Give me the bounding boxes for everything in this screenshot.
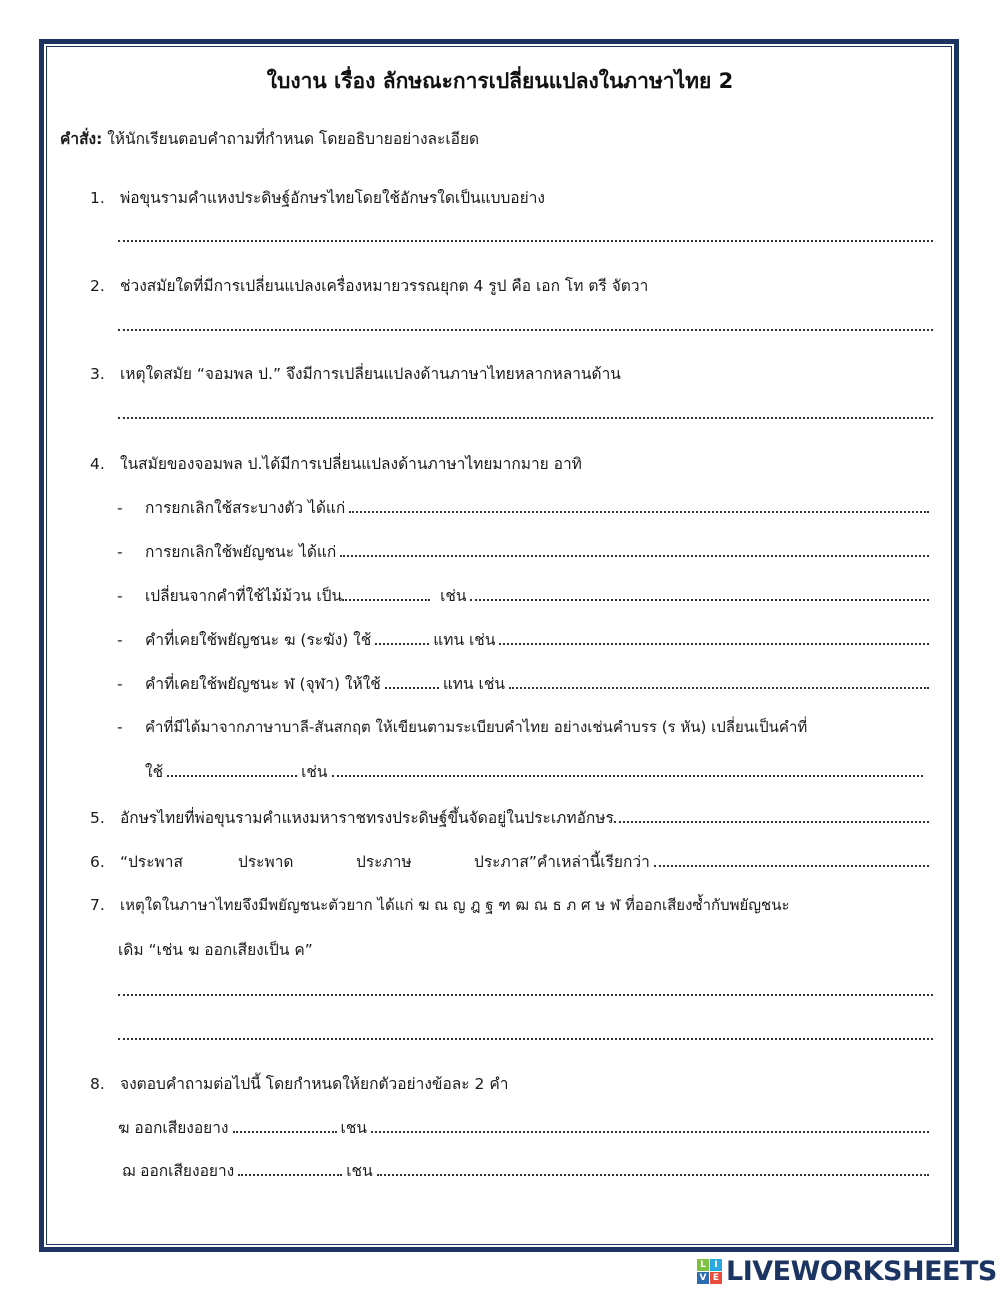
sub-text: ฌ ออกเสียงอยาง [122,1162,235,1180]
answer-4-5a-input[interactable] [385,673,439,689]
question-4-sub-4 [117,627,933,652]
question-number: 6. [90,853,105,871]
answer-4-3a-input[interactable] [342,585,430,601]
sub-text: คำที่เคยใช้พยัญชนะ ฬ (จุฬา) ให้ใช้ [145,675,381,693]
answer-2-input[interactable] [118,327,933,331]
question-3 [90,361,621,386]
question-number: 8. [90,1075,105,1093]
instruction [60,126,479,151]
question-6 [90,849,933,874]
sub-text: ใช้ [145,763,164,781]
answer-4-5b-input[interactable] [509,673,929,689]
answer-8-1a-input[interactable] [233,1117,337,1133]
answer-4-4a-input[interactable] [375,629,429,645]
bullet-dash: - [117,499,123,517]
answer-4-4b-input[interactable] [499,629,929,645]
logo-text: LIVEWORKSHEETS [726,1255,997,1287]
sub-text: เปลี่ยนจากคำที่ใช้ไม้ม้วน เป็น [145,587,343,605]
question-text: เหตุใดสมัย “จอมพล ป.” จึงมีการเปลี่ยนแปลงด้านภาษาไทยหลากหลานด้าน [120,365,621,383]
answer-3-input[interactable] [118,415,933,419]
bullet-dash: - [117,631,123,649]
answer-4-6a-input[interactable] [167,761,297,777]
answer-7b-input[interactable] [118,1036,933,1040]
instruction-label: คำสั่ง: [60,130,103,148]
word-2: ประพาด [238,853,294,871]
sub-text: เช่น [301,763,328,781]
answer-8-1b-input[interactable] [371,1117,929,1133]
question-text: เหตุใดในภาษาไทยจึงมีพยัญชนะตัวยาก ได้แก่ ฆ ณ ญ ฎ ฐ ฑ ฒ ณ ธ ภ ศ ษ ฬ ที่ออกเสียงซ้ำกับพยัญชนะ [120,896,790,914]
question-2 [90,273,648,298]
question-5 [90,805,933,830]
answer-4-1-input[interactable] [349,497,929,513]
instruction-text: ให้นักเรียนตอบคำถามที่กำหนด โดยอธิบายอย่างละเอียด [102,130,480,148]
question-number: 5. [90,809,105,827]
answer-8-2b-input[interactable] [377,1160,929,1176]
question-text: ช่วงสมัยใดที่มีการเปลี่ยนแปลงเครื่องหมายวรรณยุกต 4 รูป คือ เอก โท ตรี จัตวา [120,277,649,295]
sub-text: เชน [346,1162,373,1180]
sub-text: แทน เช่น [442,675,505,693]
question-number: 4. [90,455,105,473]
question-text: จงตอบคำถามต่อไปนี้ โดยกำหนดให้ยกตัวอย่างข้อละ 2 คำ [120,1075,509,1093]
sub-text: คำที่เคยใช้พยัญชนะ ฆ (ระฆัง) ใช้ [145,631,372,649]
question-text: อักษรไทยที่พ่อขุนรามคำแหงมหาราชทรงประดิษฐ์ขึ้นจัดอยู่ในประเภทอักษร [120,809,614,827]
live-letter: V [697,1272,709,1284]
sub-text: คำที่มีได้มาจากภาษาบาลี-สันสกฤต ให้เขียนตามระเบียบคำไทย อย่างเช่นคำบรร (ร หัน) เปลี่ยนเป็นคำที่ [145,718,808,736]
question-4-sub-6-cont [145,759,927,784]
question-text: เดิม “เช่น ฆ ออกเสียงเป็น ค” [118,941,313,959]
word-4: ประภาส” [474,853,537,871]
word-3: ประภาษ [356,853,412,871]
sub-text: ฆ ออกเสียงอยาง [118,1119,229,1137]
sub-text: การยกเลิกใช้สระบางตัว ได้แก่ [145,499,346,517]
question-number: 3. [90,365,105,383]
bullet-dash: - [117,543,123,561]
answer-7a-input[interactable] [118,992,933,996]
bullet-dash: - [117,718,123,736]
worksheet-title: ใบงาน เรื่อง ลักษณะการเปลี่ยนแปลงในภาษาไทย 2 [266,69,734,93]
answer-4-2-input[interactable] [340,541,929,557]
question-text: คำเหล่านี้เรียกว่า [536,853,650,871]
live-letter: L [697,1259,709,1271]
question-number: 2. [90,277,105,295]
question-4-sub-2 [117,539,933,564]
question-8-sub-1 [118,1115,933,1140]
question-1 [90,185,545,210]
live-letter: E [710,1272,722,1284]
liveworksheets-logo [697,1256,997,1286]
answer-6-input[interactable] [654,851,929,867]
live-letter: I [710,1259,722,1271]
sub-text: เชน [340,1119,367,1137]
sub-text: แทน เช่น [433,631,496,649]
sub-text: การยกเลิกใช้พยัญชนะ ได้แก่ [145,543,337,561]
question-4 [90,451,582,476]
question-4-sub-1 [117,495,933,520]
answer-4-6b-input[interactable] [332,761,923,777]
answer-5-input[interactable] [614,807,929,823]
question-7 [90,893,790,917]
answer-8-2a-input[interactable] [238,1160,342,1176]
answer-4-3b-input[interactable] [470,585,929,601]
bullet-dash: - [117,587,123,605]
question-4-sub-5 [117,671,933,696]
word-1: “ประพาส [120,853,183,871]
live-icon [697,1259,722,1284]
question-text: ในสมัยของจอมพล ป.ได้มีการเปลี่ยนแปลงด้านภาษาไทยมากมาย อาทิ [120,455,582,473]
sub-text: เช่น [440,587,467,605]
question-number: 1. [90,189,105,207]
question-8 [90,1071,508,1096]
answer-1-input[interactable] [118,238,933,242]
question-4-sub-6 [117,715,939,739]
question-7-cont [118,937,313,962]
question-text: พ่อขุนรามคำแหงประดิษฐ์อักษรไทยโดยใช้อักษรใดเป็นแบบอย่าง [120,189,545,207]
question-8-sub-2 [122,1158,933,1183]
bullet-dash: - [117,675,123,693]
question-4-sub-3 [117,583,933,608]
question-number: 7. [90,896,105,914]
